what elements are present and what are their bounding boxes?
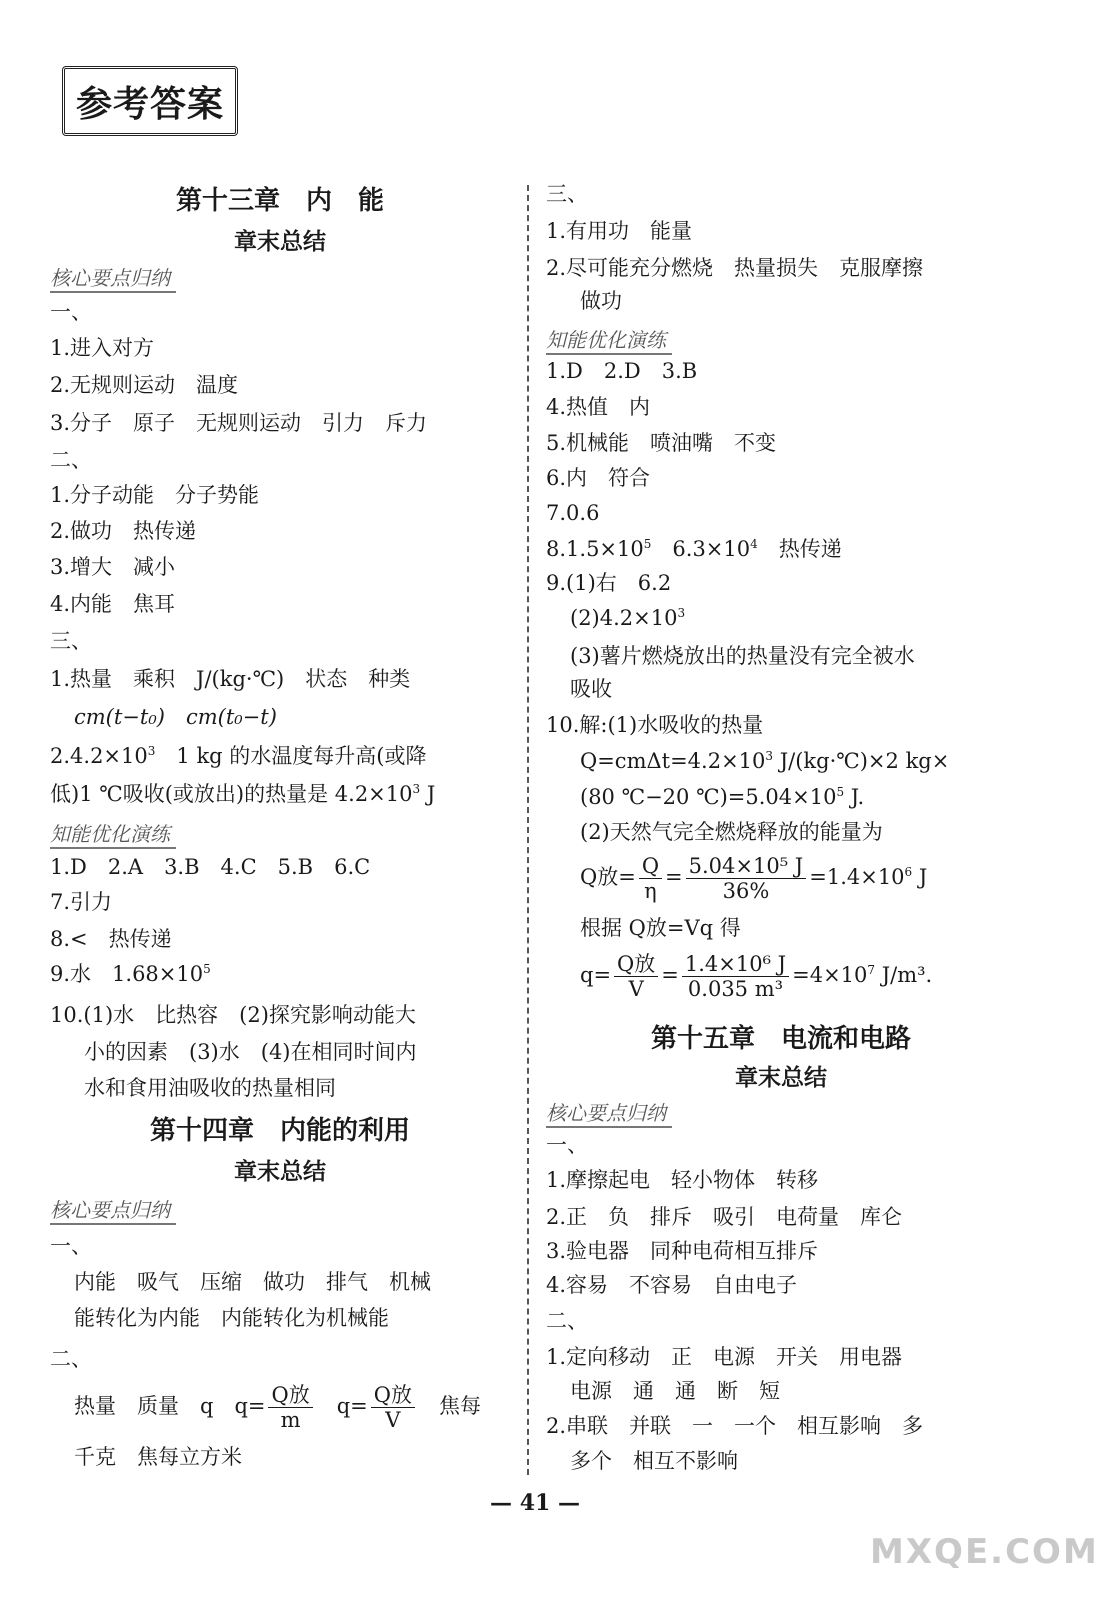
formula-line: 热量 质量 q q= $\frac{\text{Q放}}{m}$ q= $\frac{\text{Q放}}{V}$ 焦每 bbox=[74, 1383, 481, 1432]
answer-line: 10.解:(1)水吸收的热量 bbox=[546, 713, 764, 737]
answer-line: 5.机械能 喷油嘴 不变 bbox=[546, 431, 777, 455]
answer-line: 2.无规则运动 温度 bbox=[50, 373, 239, 397]
answer-line: 2.尽可能充分燃烧 热量损失 克服摩擦 bbox=[546, 256, 924, 280]
answer-line: 低)1 ℃吸收(或放出)的热量是 $4.2\times 10^3$ J bbox=[50, 782, 436, 806]
answer-line: 2.串联 并联 一 一个 相互影响 多 bbox=[546, 1414, 924, 1438]
answer-line: 三、 bbox=[50, 629, 92, 653]
answer-line: 4.内能 焦耳 bbox=[50, 592, 176, 616]
answer-line: 1.有用功 能量 bbox=[546, 219, 693, 243]
answer-line: 电源 通 通 断 短 bbox=[570, 1379, 780, 1403]
answer-line: 9.水 $1.68\times 10^5$ bbox=[50, 962, 211, 986]
answer-line: (3)薯片燃烧放出的热量没有完全被水 bbox=[570, 644, 915, 668]
answer-line: 1.摩擦起电 轻小物体 转移 bbox=[546, 1168, 819, 1192]
answer-line: 1.定向移动 正 电源 开关 用电器 bbox=[546, 1345, 903, 1369]
chapter-14-title: 第十四章 内能的利用 bbox=[149, 1116, 410, 1146]
answer-line: 1.进入对方 bbox=[50, 336, 155, 360]
answer-line: 一、 bbox=[546, 1133, 588, 1157]
section-practice: 知能优化演练 bbox=[50, 818, 176, 849]
fraction: $\frac{\text{1.4×10⁶ J}}{\text{0.035 m³}}$ bbox=[682, 952, 789, 1001]
column-divider bbox=[527, 185, 529, 1475]
chapter-14-summary: 章末总结 bbox=[234, 1159, 326, 1185]
answer-line: 7.0.6 bbox=[546, 501, 600, 525]
answer-line: 做功 bbox=[580, 289, 622, 313]
answer-line: 二、 bbox=[50, 1347, 92, 1371]
answer-line: 3.验电器 同种电荷相互排斥 bbox=[546, 1239, 819, 1263]
fraction: $\frac{Q}{\eta}$ bbox=[639, 854, 662, 903]
fraction: $\frac{\text{Q放}}{V}$ bbox=[614, 952, 658, 1001]
answer-line: $8.1.5\times 10^5$ $6.3\times 10^4$ 热传递 bbox=[546, 537, 842, 561]
answer-line: 1.热量 乘积 J/(kg·℃) 状态 种类 bbox=[50, 667, 411, 691]
answer-line: 1.分子动能 分子势能 bbox=[50, 483, 260, 507]
section-practice: 知能优化演练 bbox=[546, 324, 672, 355]
answer-line: 6.内 符合 bbox=[546, 466, 651, 490]
answer-line: 8.< 热传递 bbox=[50, 927, 172, 951]
section-core-points: 核心要点归纳 bbox=[546, 1097, 672, 1128]
answer-line: 千克 焦每立方米 bbox=[74, 1445, 242, 1469]
answer-line: 2.正 负 排斥 吸引 电荷量 库仑 bbox=[546, 1205, 903, 1229]
page-number: — 41 — bbox=[490, 1490, 580, 1516]
formula-line: (80 ℃−20 $℃)=5.04\times 10^5$ J. bbox=[580, 785, 865, 809]
fraction: $\frac{\text{5.04×10⁵ J}}{36\%}$ bbox=[686, 854, 807, 903]
answer-line: (2)天然气完全燃烧释放的能量为 bbox=[580, 820, 883, 844]
fraction: $\frac{\text{Q放}}{V}$ bbox=[371, 1383, 415, 1432]
answer-key-title-box bbox=[62, 66, 238, 136]
answer-line: 9.(1)右 6.2 bbox=[546, 571, 672, 595]
answer-line: 吸收 bbox=[570, 677, 612, 701]
answer-line: 二、 bbox=[546, 1309, 588, 1333]
chapter-15-title: 第十五章 电流和电路 bbox=[650, 1024, 911, 1054]
answer-line: 水和食用油吸收的热量相同 bbox=[84, 1076, 336, 1100]
answer-line: 二、 bbox=[50, 448, 92, 472]
answer-line: $(2)4.2\times 10^3$ bbox=[570, 606, 686, 630]
answer-line: 7.引力 bbox=[50, 890, 113, 914]
answer-line: 能转化为内能 内能转化为机械能 bbox=[74, 1306, 389, 1330]
answer-line: 多个 相互不影响 bbox=[570, 1449, 738, 1473]
answer-line: 1.D 2.D 3.B bbox=[546, 359, 698, 383]
answer-line: 根据 Q放=Vq 得 bbox=[580, 916, 741, 940]
answer-line: 3.分子 原子 无规则运动 引力 斥力 bbox=[50, 411, 428, 435]
section-core-points: 核心要点归纳 bbox=[50, 262, 176, 293]
chapter-13-summary: 章末总结 bbox=[234, 229, 326, 255]
answer-line: 内能 吸气 压缩 做功 排气 机械 bbox=[74, 1270, 431, 1294]
answer-line: 1.D 2.A 3.B 4.C 5.B 6.C bbox=[50, 855, 371, 879]
answer-line: 一、 bbox=[50, 300, 92, 324]
answer-line: 2.做功 热传递 bbox=[50, 519, 197, 543]
chapter-15-summary: 章末总结 bbox=[735, 1065, 827, 1091]
chapter-13-title: 第十三章 内 能 bbox=[175, 186, 384, 216]
formula-line: q= $\frac{\text{Q放}}{V}$ = $\frac{\text{1.4×10⁶ J}}{\text{0.035 m³}}$ $=4\times 10^7$ J/m³. bbox=[580, 952, 933, 1001]
answer-line: 小的因素 (3)水 (4)在相同时间内 bbox=[84, 1040, 417, 1064]
answer-line: 3.增大 减小 bbox=[50, 555, 176, 579]
formula-line: cm(t−t₀) cm(t₀−t) bbox=[74, 705, 277, 729]
answer-line: $2.4.2\times 10^3$ 1 kg 的水温度每升高(或降 bbox=[50, 744, 427, 768]
answer-line: 一、 bbox=[50, 1234, 92, 1258]
answer-key-title: 参考答案 bbox=[75, 83, 224, 125]
formula-line: Q放= $\frac{Q}{\eta}$ = $\frac{\text{5.04×10⁵ J}}{36\%}$ $=1.4\times 10^6$ J bbox=[580, 854, 928, 903]
answer-line: 4.容易 不容易 自由电子 bbox=[546, 1273, 798, 1297]
fraction: $\frac{\text{Q放}}{m}$ bbox=[268, 1383, 312, 1432]
answer-line: 4.热值 内 bbox=[546, 395, 651, 419]
watermark-logo: MXQE.COM bbox=[870, 1532, 1099, 1572]
answer-line: 三、 bbox=[546, 182, 588, 206]
formula-line: $Q=cm\Delta t=4.2\times 10^3$ J/(kg·℃)×2 kg× bbox=[580, 749, 950, 773]
section-core-points: 核心要点归纳 bbox=[50, 1194, 176, 1225]
answer-line: 10.(1)水 比热容 (2)探究影响动能大 bbox=[50, 1003, 416, 1027]
